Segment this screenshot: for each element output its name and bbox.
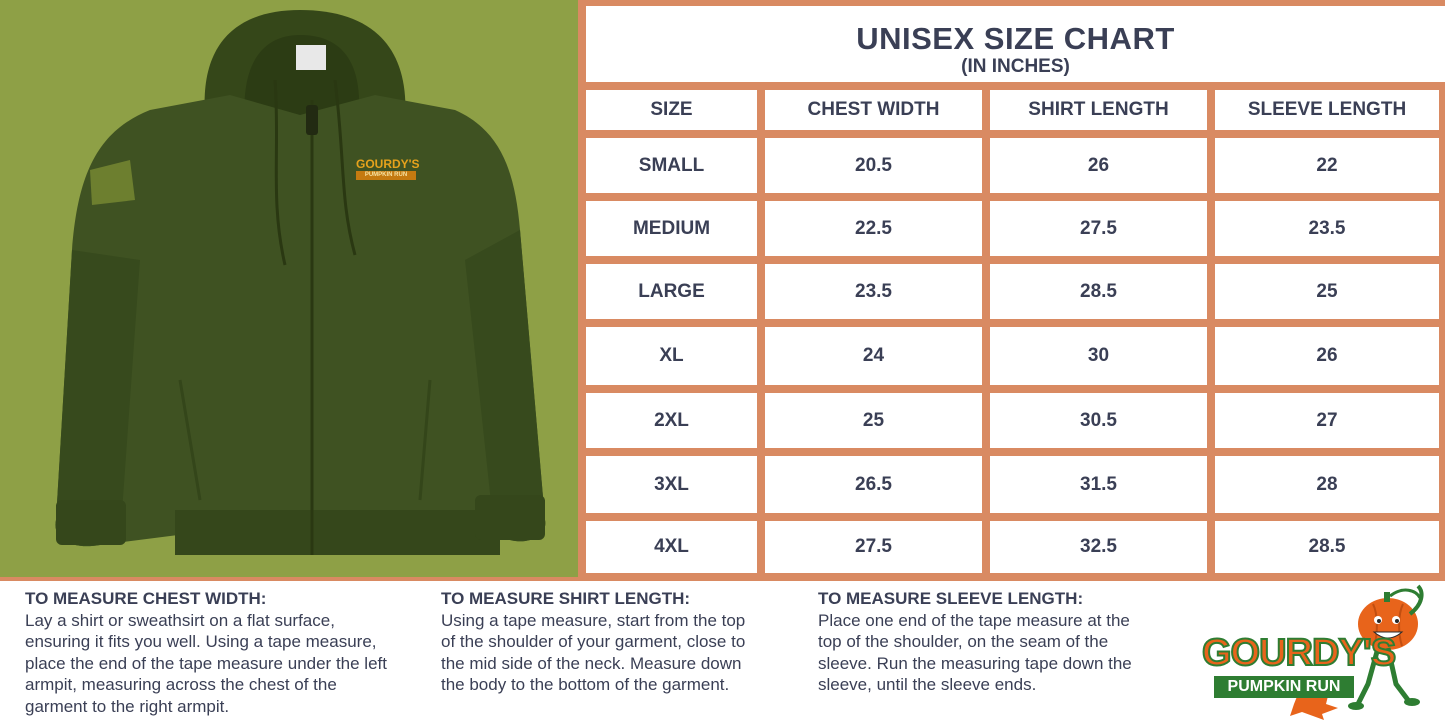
table-cell-sleeve: 23.5: [1215, 201, 1439, 256]
shirt-length-line: the mid side of the neck. Measure down: [441, 653, 742, 673]
chest-logo-line1: GOURDY'S: [356, 157, 420, 171]
table-cell-size: LARGE: [586, 264, 757, 319]
logo-wordmark: GOURDY'S: [1202, 632, 1396, 674]
product-photo-panel: [0, 0, 578, 577]
chest-logo-line2: PUMPKIN RUN: [356, 171, 416, 180]
chest-width-line: armpit, measuring across the chest of the: [25, 675, 337, 694]
table-cell-shirt: 32.5: [990, 521, 1207, 573]
table-cell-chest: 24: [765, 327, 982, 385]
chest-width-line: ensuring it fits you well. Using a tape measure,: [25, 632, 377, 651]
sleeve-length-heading: TO MEASURE SLEEVE LENGTH:: [818, 589, 1084, 608]
sleeve-length-line: sleeve, until the sleeve ends.: [818, 675, 1037, 694]
chest-width-line: Lay a shirt or sweathsirt on a flat surface,: [25, 610, 335, 630]
table-cell-shirt: 27.5: [990, 201, 1207, 256]
table-cell-shirt: 30.5: [990, 393, 1207, 448]
table-cell-size: 3XL: [586, 456, 757, 513]
logo-banner: PUMPKIN RUN: [1214, 676, 1354, 698]
chest-width-heading: TO MEASURE CHEST WIDTH:: [25, 589, 267, 608]
chest-width-line: garment to the right armpit.: [25, 696, 230, 716]
table-cell-chest: 25: [765, 393, 982, 448]
sleeve-length-line: top of the shoulder, on the seam of the: [818, 632, 1109, 651]
table-cell-shirt: 28.5: [990, 264, 1207, 319]
gourdys-logo: [1198, 584, 1438, 720]
table-cell-size: 2XL: [586, 393, 757, 448]
divider: [0, 577, 1445, 581]
table-cell-sleeve: 25: [1215, 264, 1439, 319]
chest-logo: [356, 157, 420, 191]
header-chest-width: CHEST WIDTH: [765, 90, 982, 130]
page-subtitle: (IN INCHES): [961, 56, 1070, 77]
shirt-length-instructions: [441, 588, 791, 696]
table-cell-size: XL: [586, 327, 757, 385]
header-shirt-length: SHIRT LENGTH: [990, 90, 1207, 130]
table-cell-sleeve: 28.5: [1215, 521, 1439, 573]
shirt-length-heading: TO MEASURE SHIRT LENGTH:: [441, 589, 691, 608]
header-size: SIZE: [586, 90, 757, 130]
sleeve-length-instructions: [818, 588, 1188, 696]
table-cell-chest: 23.5: [765, 264, 982, 319]
table-cell-sleeve: 26: [1215, 327, 1439, 385]
table-cell-size: MEDIUM: [586, 201, 757, 256]
table-cell-chest: 27.5: [765, 521, 982, 573]
sleeve-length-line: sleeve. Run the measuring tape down the: [818, 653, 1132, 673]
page-title: UNISEX SIZE CHART: [856, 21, 1175, 56]
table-cell-chest: 20.5: [765, 138, 982, 193]
table-cell-size: 4XL: [586, 521, 757, 573]
table-cell-shirt: 31.5: [990, 456, 1207, 513]
table-cell-shirt: 30: [990, 327, 1207, 385]
table-cell-sleeve: 22: [1215, 138, 1439, 193]
shirt-length-line: Using a tape measure, start from the top: [441, 610, 746, 630]
chest-width-instructions: [25, 588, 425, 717]
table-cell-shirt: 26: [990, 138, 1207, 193]
sleeve-length-line: Place one end of the tape measure at the: [818, 610, 1130, 630]
table-cell-size: SMALL: [586, 138, 757, 193]
table-cell-chest: 22.5: [765, 201, 982, 256]
chest-width-line: place the end of the tape measure under the left: [25, 653, 387, 673]
header-sleeve-length: SLEEVE LENGTH: [1215, 90, 1439, 130]
table-cell-sleeve: 27: [1215, 393, 1439, 448]
table-cell-chest: 26.5: [765, 456, 982, 513]
size-chart-title-box: [586, 6, 1445, 82]
table-cell-sleeve: 28: [1215, 456, 1439, 513]
shirt-length-line: the body to the bottom of the garment.: [441, 675, 730, 694]
hoodie-image: [0, 0, 578, 577]
shirt-length-line: of the shoulder of your garment, close to: [441, 632, 746, 651]
